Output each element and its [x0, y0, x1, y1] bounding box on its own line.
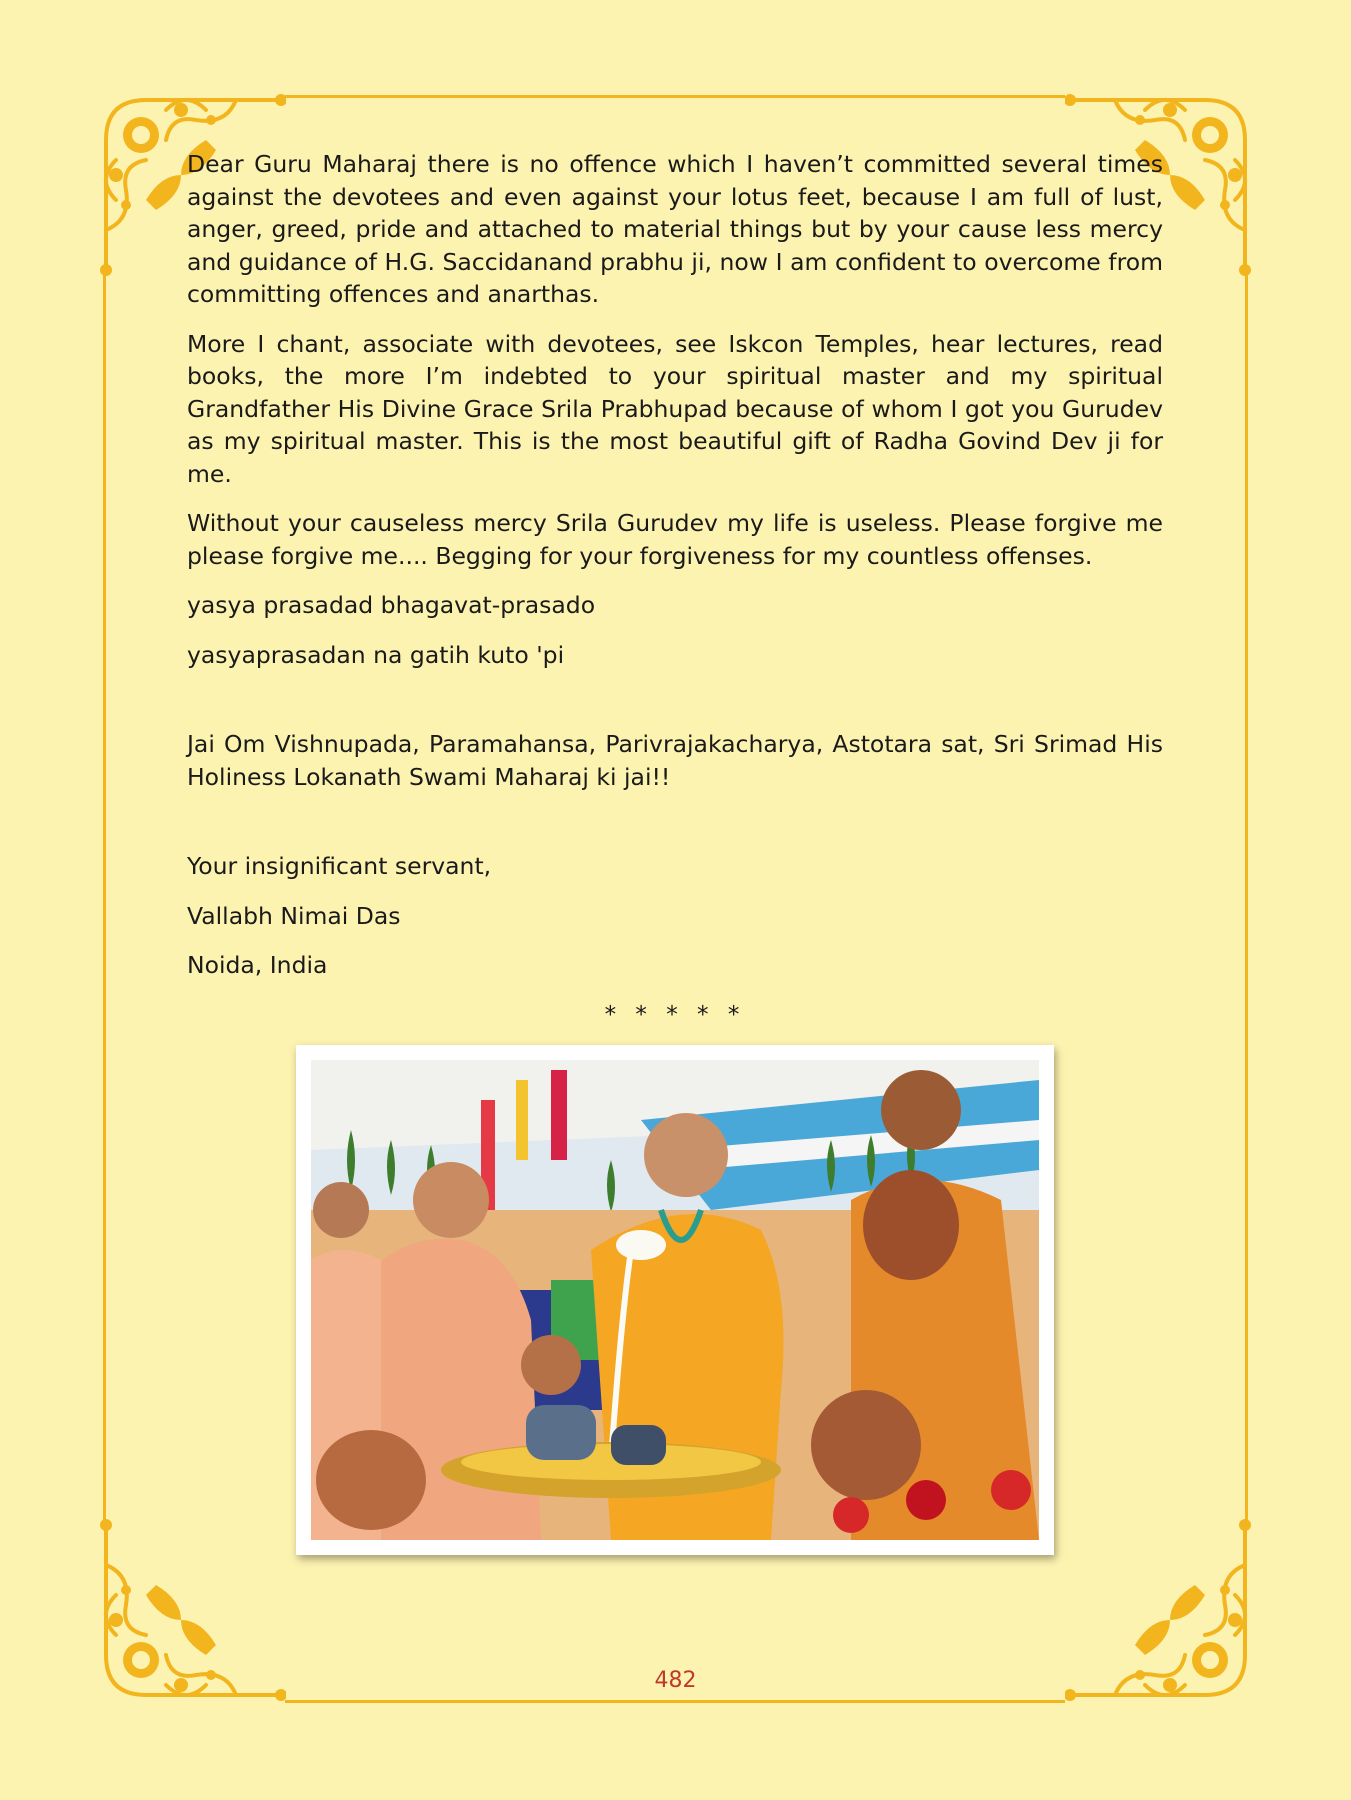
signature-name: Vallabh Nimai Das: [187, 901, 401, 930]
frame-left-line: [103, 270, 106, 1520]
verse-line: yasya prasadad bhagavat-prasado: [187, 591, 596, 619]
ceremony-photo-image: [311, 1060, 1039, 1540]
frame-top-line: [285, 95, 1065, 98]
page-number: 482: [654, 1668, 697, 1693]
ceremony-photo: [296, 1045, 1054, 1555]
verse-line: yasyaprasadan na gatih kuto 'pi: [187, 640, 565, 669]
signature-location: Noida, India: [187, 951, 328, 979]
ceremony-photo-illustration: [311, 1060, 1039, 1540]
closing-line: Your insignificant servant,: [187, 852, 492, 880]
spacer: [187, 688, 1163, 728]
letter-paragraph: Dear Guru Maharaj there is no offence which I haven’t committed several times against the devotees and even against your lotus feet, because I am full of lust, anger, greed, pride and attached to material things but by your cause less mercy and guidance of H.G. Saccidanand prabhu ji, now I am confident to overcome from committing offences and anarthas.: [187, 150, 1163, 308]
frame-bottom-line: [285, 1700, 1065, 1703]
letter-body: [187, 148, 1163, 1031]
letter-paragraph: More I chant, associate with devotees, see Iskcon Temples, hear lectures, read books, the more I’m indebted to your spiritual master and my spiritual Grandfather His Divine Grace Srila Prabhupad because of whom I got you Gurudev as my spiritual master. This is the most beautiful gift of Radha Govind Dev ji for me.: [187, 329, 1163, 488]
spacer: [187, 810, 1163, 850]
frame-right-line: [1245, 270, 1248, 1520]
glorification-text: Jai Om Vishnupada, Paramahansa, Parivrajakacharya, Astotara sat, Sri Srimad His Holiness Lokanath Swami Maharaj ki jai!!: [187, 730, 1163, 791]
letter-paragraph: Without your causeless mercy Srila Gurudev my life is useless. Please forgive me please forgive me.... Begging for your forgiveness for my countless offenses.: [187, 509, 1163, 570]
section-separator: * * * * *: [604, 1001, 746, 1028]
